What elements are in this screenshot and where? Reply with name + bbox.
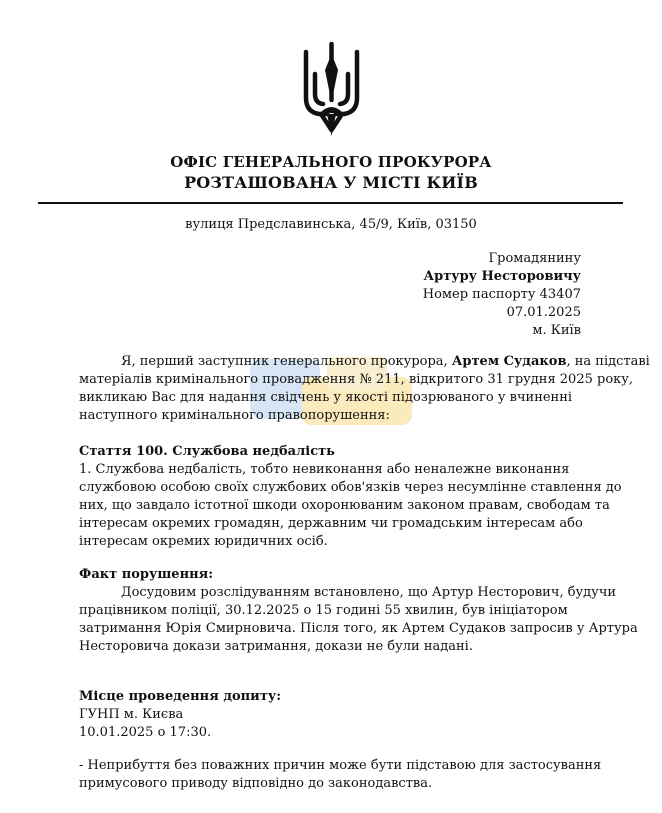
fact-line: Несторовича докази затримання, докази не були надані. bbox=[79, 639, 473, 654]
place-heading: Місце проведення допиту: bbox=[79, 689, 281, 704]
article-line: службовою особою своїх службових обов'язків через несумлінне ставлення до bbox=[79, 480, 622, 495]
office-title: ОФІС ГЕНЕРАЛЬНОГО ПРОКУРОРА bbox=[170, 153, 492, 171]
fact-section bbox=[79, 566, 638, 656]
document-city: м. Київ bbox=[532, 323, 581, 338]
article-line: 1. Службова недбалість, тобто невиконання або неналежне виконання bbox=[79, 462, 570, 477]
document-date: 07.01.2025 bbox=[506, 305, 581, 320]
fact-line: затримання Юрія Смирновича. Після того, як Артем Судаков запросив у Артура bbox=[79, 621, 638, 636]
recipient-name: Артуру Несторовичу bbox=[423, 269, 581, 284]
recipient-passport: Номер паспорту 43407 bbox=[422, 287, 581, 302]
intro-post: , на підставі bbox=[566, 354, 650, 369]
office-address: вулиця Предславинська, 45/9, Київ, 03150 bbox=[185, 217, 477, 232]
place-datetime: 10.01.2025 о 17:30. bbox=[79, 725, 212, 740]
article-line: них, що завдало істотної шкоди охоронюваним законом правам, свободам та bbox=[79, 498, 610, 513]
warning-section bbox=[79, 757, 602, 793]
recipient-block bbox=[423, 250, 581, 340]
intro-line: викликаю Вас для надання свідчень у якості підозрюваного у вчиненні bbox=[79, 390, 573, 405]
article-line: інтересам окремих юридичних осіб. bbox=[79, 534, 328, 549]
intro-paragraph bbox=[79, 353, 650, 425]
article-line: інтересам окремих громадян, державним чи громадським інтересам або bbox=[79, 516, 583, 531]
header-divider bbox=[38, 202, 623, 204]
fact-heading: Факт порушення: bbox=[79, 567, 213, 582]
intro-line: матеріалів кримінального провадження № 211, відкритого 31 грудня 2025 року, bbox=[79, 372, 634, 387]
fact-line: працівником поліції, 30.12.2025 о 15 годині 55 хвилин, був ініціатором bbox=[79, 603, 568, 618]
interrogation-place-section bbox=[79, 688, 594, 742]
office-location-title: РОЗТАШОВАНА У МІСТІ КИЇВ bbox=[184, 173, 478, 192]
trident-emblem-icon bbox=[301, 40, 362, 138]
recipient-salutation: Громадянину bbox=[488, 251, 581, 266]
intro-pre: Я, перший заступник генерального прокурора, bbox=[121, 354, 452, 369]
warning-line: примусового приводу відповідно до законодавства. bbox=[79, 776, 433, 791]
warning-line: - Неприбуття без поважних причин може бути підставою для застосування bbox=[79, 758, 602, 773]
intro-line: наступного кримінального правопорушення: bbox=[79, 408, 390, 423]
article-section bbox=[79, 443, 622, 551]
intro-line bbox=[79, 353, 650, 371]
article-heading: Стаття 100. Службова недбалість bbox=[79, 444, 335, 459]
prosecutor-name: Артем Судаков bbox=[451, 354, 567, 369]
place-location: ГУНП м. Києва bbox=[79, 707, 184, 722]
fact-line: Досудовим розслідуванням встановлено, що Артур Несторович, будучи bbox=[121, 585, 617, 600]
